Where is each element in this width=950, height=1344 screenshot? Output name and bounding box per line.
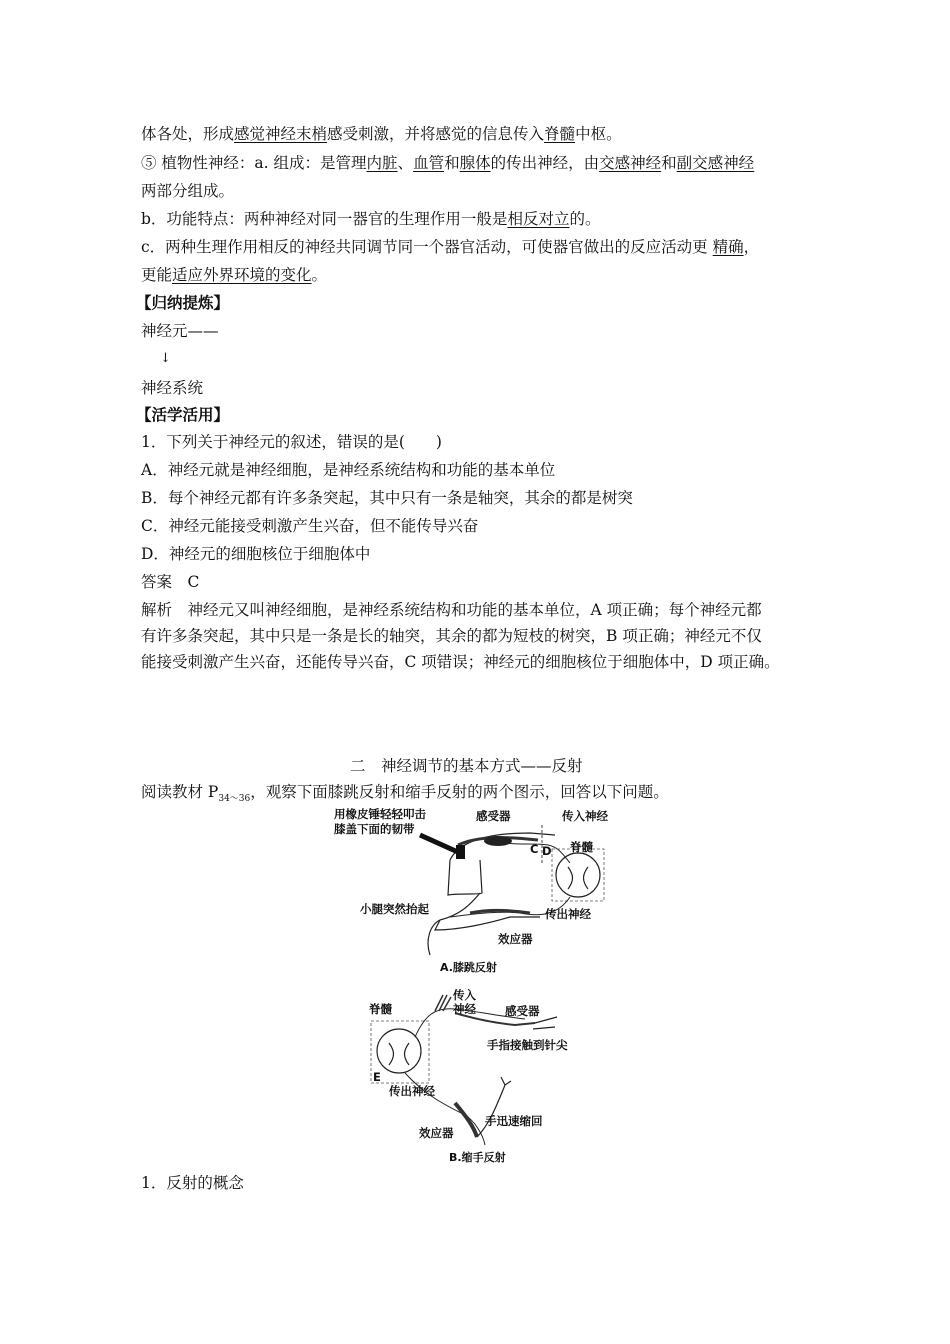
label-hand-retract: 手迅速缩回 (485, 1114, 543, 1128)
blank-answer: 腺体 (459, 154, 491, 172)
hammer-handle (420, 835, 460, 853)
knee-outline (448, 860, 482, 895)
forearm (477, 1077, 511, 1137)
leg-shin (428, 920, 440, 955)
spinal-cord-section (556, 853, 600, 897)
blank-answer: 交感神经 (599, 154, 662, 172)
summary-system: 神经系统 (141, 379, 204, 397)
text: ⑤ 植物性神经：a. 组成：是管理 (141, 154, 367, 172)
text: 阅读教材 P (141, 783, 219, 801)
analysis-line-1: 解析 神经元又叫神经细胞，是神经系统结构和功能的基本单位，A 项正确；每个神经元都 (141, 601, 762, 619)
caption-b: B.缩手反射 (449, 1151, 506, 1164)
finger (533, 1017, 557, 1029)
text: ， (743, 238, 760, 256)
label-tap: 用橡皮锤轻轻叩击 (334, 807, 426, 821)
blank-answer: 副交感神经 (676, 154, 755, 172)
text: 和 (444, 154, 460, 172)
blank-answer: 相反对立 (507, 210, 570, 228)
label-efferent-nerve: 传出神经 (545, 907, 591, 921)
page-range: 34～36 (218, 794, 251, 805)
option-d: D．神经元的细胞核位于细胞体中 (141, 545, 371, 563)
text: 更能 (141, 266, 173, 284)
label-spinal-cord: 脊髓 (570, 840, 593, 854)
label-effector: 效应器 (498, 932, 533, 946)
intro-line-2 (141, 152, 754, 174)
summary-heading: 【归纳提炼】 (136, 293, 230, 312)
knee-jerk-reflex-diagram (330, 805, 630, 980)
label-spinal-cord: 脊髓 (369, 1002, 392, 1016)
option-b: B．每个神经元都有许多条突起，其中只有一条是轴突，其余的都是树突 (141, 489, 633, 507)
option-a: A．神经元就是神经细胞，是神经系统结构和功能的基本单位 (141, 461, 556, 479)
grey-matter (568, 867, 588, 889)
blank-answer: 适应外界环境的变化 (172, 266, 312, 284)
text: 、 (397, 154, 414, 172)
intro-line-5 (141, 236, 759, 258)
text: 感受刺激，并将感觉的信息传入 (327, 125, 545, 143)
label-leg-raise: 小腿突然抬起 (360, 902, 429, 916)
effector-muscle (455, 1103, 477, 1137)
answer-text: 答案 C (141, 573, 200, 591)
next-heading: 1．反射的概念 (141, 1174, 244, 1192)
analysis-line-3: 能接受刺激产生兴奋，还能传导兴奋，C 项错误；神经元的细胞核位于细胞体中，D 项正确。 (141, 653, 780, 671)
analysis-line-2: 有许多条突起，其中只是一条是长的轴突，其余的都为短枝的树突，B 项正确；神经元不仅 (141, 627, 762, 645)
grey-matter (389, 1043, 409, 1065)
caption-a: A.膝跳反射 (440, 961, 497, 974)
intro-line-3: 两部分组成。 (141, 182, 235, 200)
label-afferent-2: 神经 (453, 1002, 476, 1016)
text: 的。 (569, 210, 601, 228)
spinal-cord-section (377, 1029, 421, 1073)
hammer-head (456, 845, 465, 859)
text: 和 (661, 154, 677, 172)
question-text: 1．下列关于神经元的叙述，错误的是( ) (141, 433, 442, 451)
label-finger-touch: 手指接触到针尖 (487, 1038, 568, 1052)
label-afferent-nerve: 传入神经 (562, 809, 608, 823)
text: ，观察下面膝跳反射和缩手反射的两个图示，回答以下问题。 (250, 783, 669, 801)
intro-line-4 (141, 208, 600, 230)
withdrawal-reflex-diagram (365, 985, 605, 1170)
text: 体各处，形成 (141, 125, 235, 143)
label-afferent-1: 传入 (453, 988, 476, 1002)
text: 的传出神经，由 (490, 154, 600, 172)
text: 中枢。 (575, 125, 622, 143)
blank-answer: 精确 (712, 238, 744, 256)
text: 。 (311, 266, 328, 284)
blank-answer: 脊髓 (544, 125, 576, 143)
section-title: 二 神经调节的基本方式——反射 (350, 757, 583, 775)
arrow-down-icon: ↓ (160, 351, 171, 366)
label-d: D (542, 844, 552, 858)
intro-line-1 (141, 123, 622, 145)
label-receptor: 感受器 (476, 809, 511, 823)
label-c: C (530, 842, 539, 856)
summary-neuron: 神经元—— (141, 322, 219, 340)
label-tendon: 膝盖下面的韧带 (334, 822, 415, 836)
blank-answer: 感觉神经末梢 (234, 125, 328, 143)
blank-answer: 血管 (413, 154, 445, 172)
intro-line-6 (141, 264, 327, 286)
label-efferent-nerve: 传出神经 (389, 1084, 435, 1098)
blank-answer: 内脏 (366, 154, 398, 172)
label-effector: 效应器 (419, 1126, 454, 1140)
option-c: C．神经元能接受刺激产生兴奋，但不能传导兴奋 (141, 517, 479, 535)
text: b．功能特点：两种神经对同一器官的生理作用一般是 (141, 210, 508, 228)
label-receptor: 感受器 (505, 1004, 540, 1018)
text: c．两种生理作用相反的神经共同调节同一个器官活动，可使器官做出的反应活动更 (141, 238, 713, 256)
label-e: E (373, 1070, 381, 1084)
spinal-box (552, 849, 604, 901)
practice-heading: 【活学活用】 (136, 405, 230, 424)
receptor-spot (484, 836, 512, 846)
